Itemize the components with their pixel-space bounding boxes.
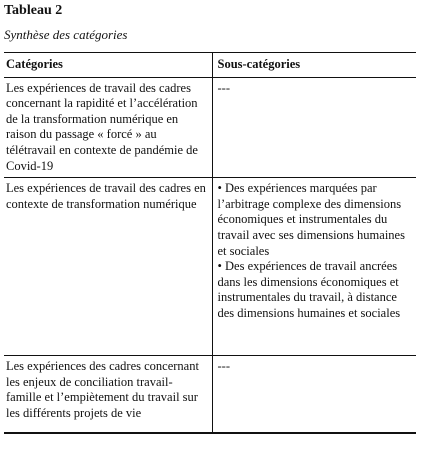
subcategory-cell: --- <box>212 77 416 178</box>
header-categories: Catégories <box>4 53 212 78</box>
category-cell: Les expériences de travail des cadres concernant la rapidité et l’accélération de la transformation numérique en raison du passage « forcé » au télétravail en contexte de pandémie de Covid-19 <box>4 77 212 178</box>
subcategory-cell <box>212 178 416 356</box>
category-cell: Les expériences des cadres concernant les enjeux de conciliation travail-famille et l’empiètement du travail sur les différents projets de vie <box>4 356 212 434</box>
category-cell: Les expériences de travail des cadres en contexte de transformation numérique <box>4 178 212 356</box>
table-header-row <box>4 53 416 78</box>
subcategory-cell: --- <box>212 356 416 434</box>
table-row <box>4 77 416 178</box>
subcategory-bullet: • Des expériences marquées par l’arbitrage complexe des dimensions économiques et instrumentales du travail avec ses dimensions humaines et sociales <box>217 181 405 258</box>
categories-table <box>4 52 416 434</box>
table-row <box>4 178 416 356</box>
subcategory-bullet: • Des expériences de travail ancrées dans les dimensions économiques et instrumentales du travail, à distance des dimensions humaines et sociales <box>217 259 401 320</box>
table-row <box>4 356 416 434</box>
table-caption: Synthèse des catégories <box>4 27 128 42</box>
header-subcategories: Sous-catégories <box>212 53 416 78</box>
table-number: Tableau 2 <box>4 3 63 18</box>
table-container <box>4 2 416 434</box>
